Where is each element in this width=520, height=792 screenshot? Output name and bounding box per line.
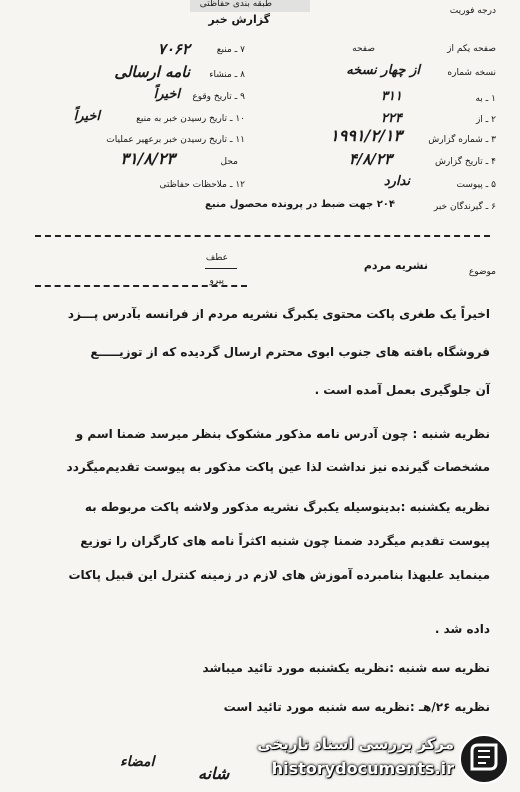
event-date-label: ۹ ـ تاریخ وقوع (192, 92, 245, 102)
archive-url: historydocuments.ir (271, 759, 454, 778)
receipt-source-label: ۱۰ ـ تاریخ رسیدن خبر به منبع (136, 114, 245, 124)
reference-label: عطف (205, 253, 228, 263)
from-label: ۲ ـ از (475, 115, 496, 125)
report-no-label: ۳ ـ شماره گزارش (428, 135, 496, 145)
report-date-label: ۴ ـ تاریخ گزارش (434, 157, 496, 167)
recipients-label: ۶ ـ گیرندگان خبر (433, 202, 496, 212)
report-date-value: ۴/۸/۲۳ (348, 150, 392, 168)
notes-label: ۱۲ ـ ملاحظات حفاظتی (159, 180, 245, 190)
body-line-1: اخیراً یک طغری پاکت محتوی یکبرگ نشریه مردم از فرانسه بآدرس پـــزد (67, 307, 490, 321)
attachment-value: ندارد (383, 174, 410, 189)
receipt-source-value: اخیراً (73, 109, 100, 124)
copy-label: نسخه شماره (447, 68, 496, 78)
receipt-unit-label: ۱۱ ـ تاریخ رسیدن خبر برعهیر عملیات (106, 135, 245, 145)
body-line-4: نظریه شنبه : چون آدرس نامه مذکور مشکوک بنظر میرسد ضمنا اسم و (75, 427, 490, 441)
body-line-6: نظریه یکشنبه :بدینوسیله یکبرگ نشریه مذکور ولاشه پاکت مربوطه به (84, 500, 490, 514)
archive-org-name: مرکز بررسی اسناد تاریخی (257, 735, 454, 753)
form-title: گزارش خبر (208, 13, 270, 26)
classification-label: طبقه بندی حفاظتی (199, 0, 272, 9)
to-label: ۱ ـ به (475, 94, 496, 104)
origin-label: ۸ ـ منشاء (209, 70, 245, 80)
urgency-label: درجه فوریت (449, 6, 496, 16)
event-date-value: اخیراً (153, 87, 180, 102)
body-line-3: آن جلوگیری بعمل آمده است . (314, 383, 490, 397)
archive-watermark (222, 725, 520, 792)
to-value: ۳۱۱ (381, 89, 402, 104)
body-line-8: مینماید علیهذا بنامبرده آموزش های لازم در زمینه کنترل این قبیل پاکات (68, 568, 490, 582)
subject-label: موضوع (468, 267, 496, 277)
attachment-label: ۵ ـ پیوست (456, 180, 496, 190)
reference-sub-label: پیرو (209, 276, 224, 286)
archive-logo-icon (458, 733, 510, 785)
source-label: ۷ ـ منبع (216, 45, 245, 55)
body-line-5: مشخصات گیرنده نیز نداشت لذا عین پاکت مذکور به پیوست تقدیم‌میگردد (66, 460, 490, 474)
place-label: محل (220, 157, 238, 167)
body-line-10: نظریه سه شنبه :نظریه یکشنبه مورد تائید میباشد (202, 661, 490, 675)
report-no-value: ۱۹۹۱/۲/۱۳ (330, 126, 402, 145)
divider-subject (35, 285, 247, 287)
page-label: صفحه یکم از (447, 44, 496, 54)
copy-value: از چهار نسخه (346, 63, 420, 78)
signature-right: شانه (198, 764, 230, 783)
body-line-9: داده شد . (434, 622, 490, 636)
origin-value: نامه ارسالی (114, 63, 190, 81)
body-line-11: نظریه ۲۶/هـ :نظریه سه شنبه مورد تائید است (223, 700, 490, 714)
place-value: ۳۱/۸/۲۳ (120, 149, 175, 168)
divider-top (35, 235, 490, 237)
source-value: ۷۰۶۲ (157, 40, 190, 58)
page-word: صفحه (352, 44, 375, 54)
subject-value: نشریه مردم (363, 259, 428, 272)
from-value: ۲۲۴ (381, 111, 402, 126)
body-line-2: فروشگاه بافته های جنوب ابوی محترم ارسال گردیده که از توزیـــــع (90, 345, 490, 359)
body-line-7: پیوست تقدیم میگردد ضمنا چون شنبه اکثراً نامه های کارگران را توزیع (80, 534, 490, 548)
recipients-value: ۲۰۴ جهت ضبط در پرونده محصول منبع (205, 199, 395, 210)
signature-left: امضاء (120, 754, 155, 770)
reference-rule (205, 268, 237, 269)
